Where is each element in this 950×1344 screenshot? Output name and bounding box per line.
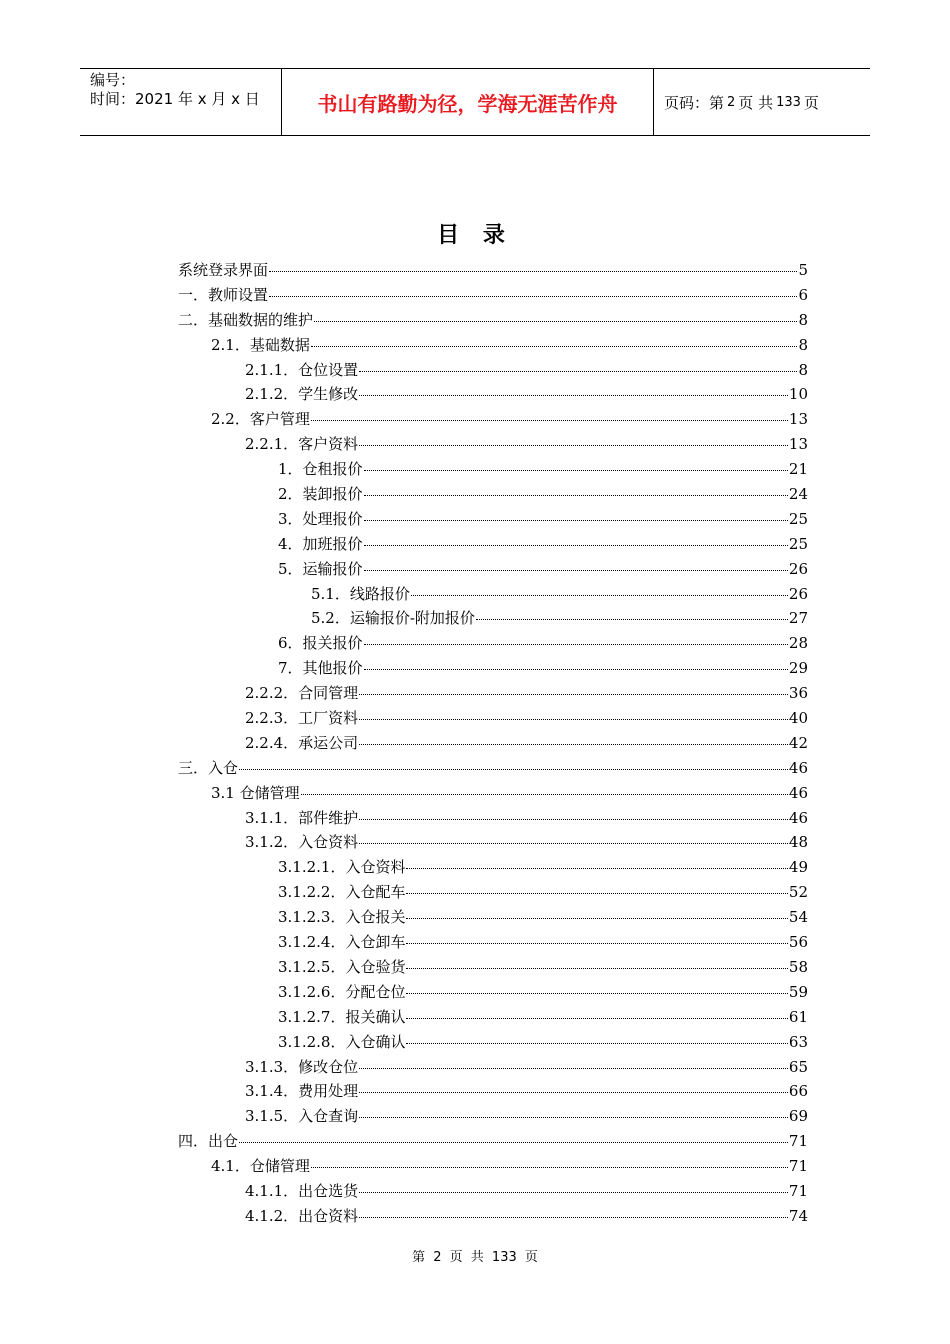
toc-entry-page: 61 (788, 1007, 808, 1026)
toc-entry-label: 系统登录界面 (178, 261, 269, 279)
toc-entry-page: 71 (788, 1181, 808, 1200)
toc-leader-dots (359, 445, 788, 446)
toc-entry-page: 29 (788, 659, 808, 678)
toc-entry-page: 66 (788, 1082, 808, 1101)
toc-entry-page: 25 (788, 534, 808, 553)
toc-leader-dots (364, 545, 788, 546)
toc-leader-dots (239, 769, 788, 770)
toc-leader-dots (364, 495, 788, 496)
toc-leader-dots (359, 1192, 788, 1193)
page-total: 133 (776, 94, 801, 110)
toc-entry-label: 3.1.2.7．报关确认 (278, 1007, 406, 1026)
toc-leader-dots (311, 1167, 788, 1168)
toc-entry-page: 46 (788, 808, 808, 827)
toc-entry-page: 26 (788, 584, 808, 603)
toc-leader-dots (359, 819, 788, 820)
toc-entry-label: 4．加班报价 (278, 534, 363, 553)
table-of-contents (178, 258, 808, 1229)
toc-entry-page: 27 (788, 609, 808, 628)
toc-entry-page: 71 (788, 1157, 808, 1176)
header-motto: 书山有路勤为径，学海无涯苦作舟 (282, 69, 654, 135)
toc-entry[interactable] (178, 1055, 808, 1080)
toc-entry-page: 63 (788, 1032, 808, 1051)
toc-leader-dots (269, 296, 797, 297)
toc-entry-page: 65 (788, 1057, 808, 1076)
toc-entry-page: 52 (788, 883, 808, 902)
toc-entry-page: 74 (788, 1206, 808, 1225)
toc-entry-page: 6 (798, 285, 808, 304)
toc-entry[interactable] (178, 382, 808, 407)
toc-entry-page: 40 (788, 709, 808, 728)
toc-entry-label: 一．教师设置 (178, 285, 269, 304)
toc-entry[interactable] (178, 582, 808, 607)
toc-leader-dots (476, 619, 788, 620)
toc-entry-label: 3.1.2．入仓资料 (245, 833, 359, 852)
toc-entry-label: 二．基础数据的维护 (178, 310, 314, 329)
toc-entry[interactable] (178, 457, 808, 482)
toc-entry-label: 2.1．基础数据 (211, 335, 310, 354)
toc-entry-page: 8 (798, 335, 808, 354)
toc-leader-dots (314, 321, 797, 322)
toc-entry-page: 5 (798, 261, 808, 279)
toc-entry-page: 56 (788, 933, 808, 952)
toc-entry-label: 四．出仓 (178, 1132, 239, 1151)
toc-leader-dots (406, 1043, 787, 1044)
toc-entry-label: 2．装卸报价 (278, 485, 363, 504)
toc-entry-label: 3.1.2.4．入仓卸车 (278, 933, 406, 952)
toc-entry[interactable] (178, 830, 808, 855)
toc-leader-dots (239, 1142, 788, 1143)
toc-entry-page: 8 (798, 360, 808, 379)
toc-entry-label: 三．入仓 (178, 758, 239, 777)
toc-entry[interactable] (178, 283, 808, 308)
toc-entry-label: 3.1.4．费用处理 (245, 1082, 359, 1101)
toc-entry[interactable] (178, 855, 808, 880)
toc-entry-label: 3.1.2.6．分配仓位 (278, 982, 406, 1001)
toc-leader-dots (364, 470, 788, 471)
toc-entry[interactable] (178, 407, 808, 432)
toc-leader-dots (406, 918, 787, 919)
toc-entry-label: 5．运输报价 (278, 559, 363, 578)
toc-leader-dots (311, 420, 788, 421)
header-info (80, 69, 282, 135)
page-mid: 页 共 (738, 93, 774, 112)
toc-entry[interactable] (178, 781, 808, 806)
toc-entry-label: 4.1.1．出仓选货 (245, 1181, 359, 1200)
toc-entry[interactable] (178, 656, 808, 681)
toc-entry[interactable] (178, 606, 808, 631)
time-label: 时间：2021 年 x 月 x 日 (90, 90, 260, 108)
toc-entry[interactable] (178, 1030, 808, 1055)
toc-leader-dots (359, 1117, 788, 1118)
toc-leader-dots (411, 595, 788, 596)
toc-entry[interactable] (178, 1179, 808, 1204)
toc-entry[interactable] (178, 1079, 808, 1104)
toc-entry[interactable] (178, 980, 808, 1005)
toc-leader-dots (359, 395, 788, 396)
toc-entry-page: 13 (788, 410, 808, 429)
header-page-info (654, 69, 870, 135)
toc-leader-dots (301, 794, 788, 795)
toc-entry[interactable] (178, 532, 808, 557)
toc-entry[interactable] (178, 806, 808, 831)
toc-leader-dots (364, 644, 788, 645)
toc-entry[interactable] (178, 955, 808, 980)
toc-leader-dots (269, 271, 797, 272)
toc-entry[interactable] (178, 756, 808, 781)
toc-title: 目 录 (437, 223, 513, 248)
toc-entry-page: 46 (788, 758, 808, 777)
toc-entry-page: 46 (788, 783, 808, 802)
toc-entry-label: 4.1.2．出仓资料 (245, 1206, 359, 1225)
toc-entry[interactable] (178, 482, 808, 507)
toc-entry-page: 48 (788, 833, 808, 852)
toc-leader-dots (359, 744, 788, 745)
toc-entry-label: 3.1.1．部件维护 (245, 808, 359, 827)
toc-entry-page: 49 (788, 858, 808, 877)
toc-leader-dots (406, 893, 787, 894)
toc-entry-page: 10 (788, 385, 808, 404)
toc-entry[interactable] (178, 930, 808, 955)
toc-leader-dots (359, 371, 797, 372)
toc-leader-dots (406, 943, 787, 944)
toc-entry-page: 8 (798, 310, 808, 329)
page-footer: 第 2 页 共 133 页 (412, 1250, 538, 1265)
number-label: 编号： (90, 71, 136, 89)
toc-entry-page: 71 (788, 1132, 808, 1151)
toc-leader-dots (359, 1092, 788, 1093)
toc-entry-page: 21 (788, 460, 808, 479)
toc-entry-label: 3．处理报价 (278, 509, 363, 528)
toc-entry-page: 58 (788, 957, 808, 976)
toc-entry-label: 2.2.1．客户资料 (245, 435, 359, 454)
toc-entry-label: 3.1.2.3．入仓报关 (278, 908, 406, 927)
toc-entry-page: 54 (788, 908, 808, 927)
toc-entry-page: 42 (788, 733, 808, 752)
toc-entry-page: 36 (788, 684, 808, 703)
toc-entry[interactable] (178, 258, 808, 283)
toc-entry-page: 26 (788, 559, 808, 578)
toc-entry[interactable] (178, 308, 808, 333)
toc-entry-page: 13 (788, 435, 808, 454)
toc-leader-dots (359, 843, 788, 844)
toc-entry[interactable] (178, 1104, 808, 1129)
toc-leader-dots (406, 968, 787, 969)
toc-entry-label: 2.2.3．工厂资料 (245, 709, 359, 728)
page-prefix: 页码：第 (664, 93, 725, 112)
toc-entry-label: 5.2．运输报价-附加报价 (311, 609, 475, 628)
toc-entry-label: 3.1.2.5．入仓验货 (278, 957, 406, 976)
toc-leader-dots (406, 868, 787, 869)
toc-entry-page: 69 (788, 1107, 808, 1126)
toc-entry[interactable] (178, 706, 808, 731)
toc-entry[interactable] (178, 1005, 808, 1030)
toc-entry-label: 2.1.1．仓位设置 (245, 360, 359, 379)
toc-entry[interactable] (178, 880, 808, 905)
toc-leader-dots (359, 1217, 788, 1218)
toc-entry-label: 5.1．线路报价 (311, 584, 410, 603)
toc-entry-label: 4.1．仓储管理 (211, 1157, 310, 1176)
toc-leader-dots (359, 1068, 788, 1069)
toc-leader-dots (359, 694, 788, 695)
toc-entry-page: 24 (788, 485, 808, 504)
toc-entry-label: 2.2.4．承运公司 (245, 733, 359, 752)
page-current: 2 (727, 94, 736, 110)
toc-entry[interactable] (178, 1204, 808, 1229)
toc-entry[interactable] (178, 1154, 808, 1179)
toc-leader-dots (406, 993, 787, 994)
toc-entry[interactable] (178, 333, 808, 358)
toc-entry-label: 3.1.2.8．入仓确认 (278, 1032, 406, 1051)
page-header (80, 68, 870, 136)
toc-entry-label: 3.1.2.2．入仓配车 (278, 883, 406, 902)
toc-leader-dots (364, 520, 788, 521)
toc-entry-label: 6．报关报价 (278, 634, 363, 653)
toc-entry[interactable] (178, 432, 808, 457)
toc-entry[interactable] (178, 681, 808, 706)
toc-leader-dots (364, 570, 788, 571)
toc-entry-label: 3.1.2.1．入仓资料 (278, 858, 406, 877)
toc-entry-label: 3.1 仓储管理 (211, 783, 300, 802)
toc-entry-label: 3.1.5．入仓查询 (245, 1107, 359, 1126)
toc-entry[interactable] (178, 358, 808, 383)
toc-leader-dots (364, 669, 788, 670)
toc-entry[interactable] (178, 905, 808, 930)
toc-entry[interactable] (178, 507, 808, 532)
toc-leader-dots (311, 346, 798, 347)
toc-entry-label: 2.2．客户管理 (211, 410, 310, 429)
toc-entry-page: 25 (788, 509, 808, 528)
toc-entry-page: 28 (788, 634, 808, 653)
toc-entry-page: 59 (788, 982, 808, 1001)
toc-entry-label: 2.2.2．合同管理 (245, 684, 359, 703)
toc-entry-label: 7．其他报价 (278, 659, 363, 678)
toc-entry[interactable] (178, 1129, 808, 1154)
toc-entry-label: 3.1.3．修改仓位 (245, 1057, 359, 1076)
toc-leader-dots (359, 719, 788, 720)
toc-entry[interactable] (178, 731, 808, 756)
toc-entry[interactable] (178, 557, 808, 582)
toc-entry-label: 2.1.2．学生修改 (245, 385, 359, 404)
toc-entry[interactable] (178, 631, 808, 656)
toc-leader-dots (406, 1018, 787, 1019)
page-suffix: 页 (803, 93, 819, 112)
toc-entry-label: 1．仓租报价 (278, 460, 363, 479)
